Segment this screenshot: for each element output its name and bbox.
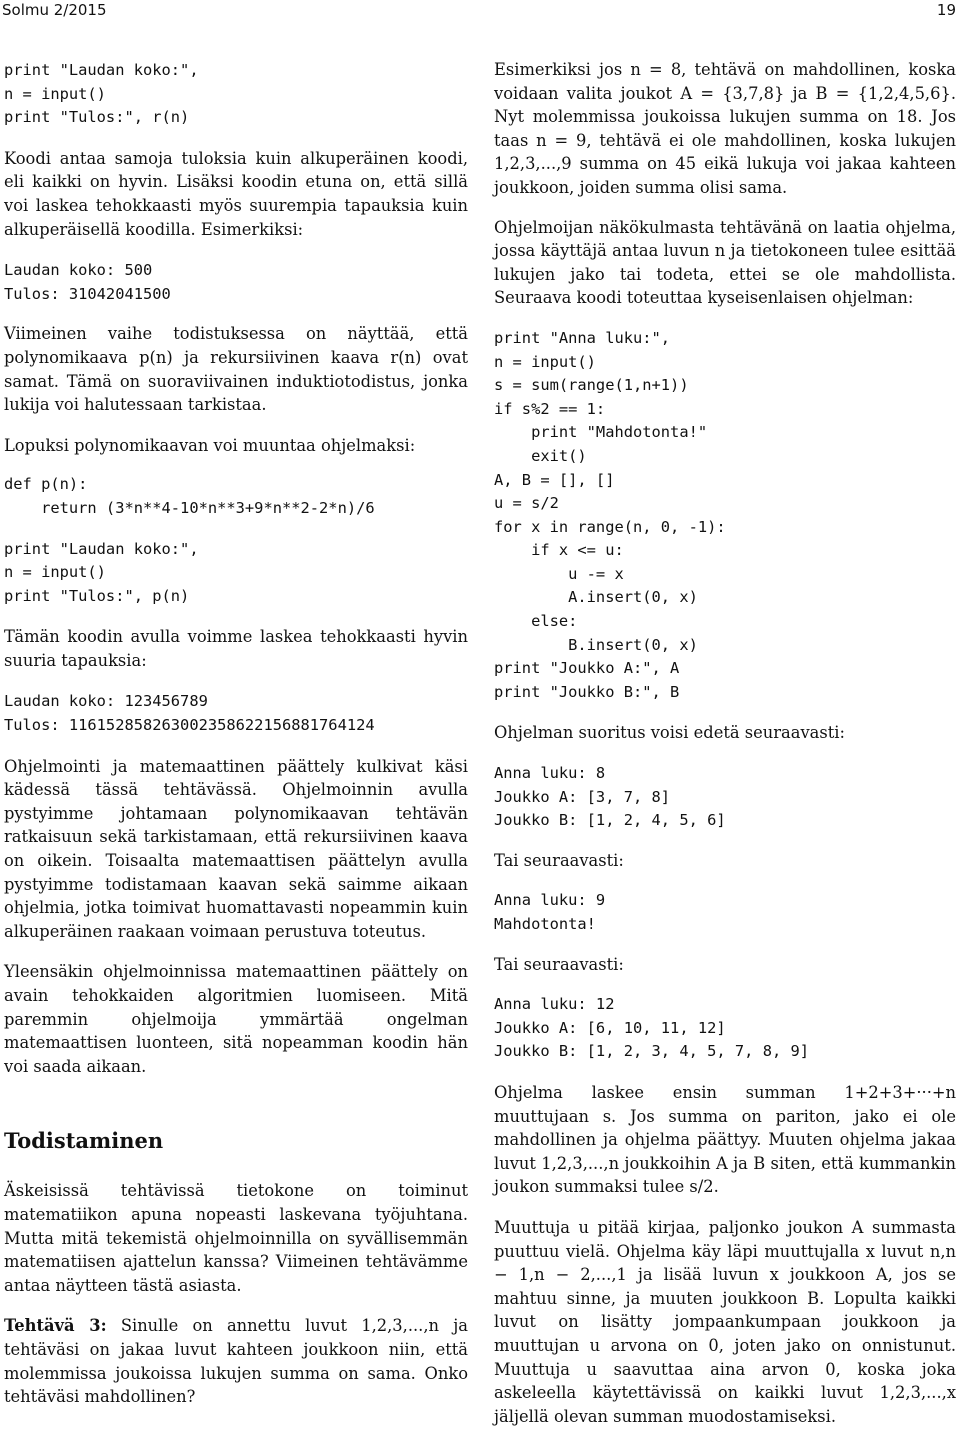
paragraph-intro: Koodi antaa samoja tuloksia kuin alkuperäinen koodi, eli kaikki on hyvin. Lisäksi koodin etuna on, että sillä voi laskea tehokkaasti myös suurempia tapauksia kuin alkuperäisellä koodilla. Esimerkiksi: <box>4 148 468 239</box>
output-block-9: Anna luku: 9 Mahdotonta! <box>494 891 606 933</box>
paragraph-program-goal: Ohjelmoijan näkökulmasta tehtävänä on laatia ohjelma, jossa käyttäjä antaa luvun n ja tietokoneen tulee esittää lukujen jako tai todeta, ettei se ole mahdollista. Seuraava koodi toteuttaa kyseisenlaisen ohjelman: <box>494 217 956 308</box>
left-column <box>4 58 468 1409</box>
journal-issue: Solmu 2/2015 <box>2 1 107 19</box>
output-block-12: Anna luku: 12 Joukko A: [6, 10, 11, 12] Joukko B: [1, 2, 3, 4, 5, 7, 8, 9] <box>494 995 810 1061</box>
paragraph-explanation-sum: Ohjelma laskee ensin summan 1+2+3+···+n muuttujaan s. Jos summa on pariton, jako ei ole mahdollinen ja ohjelma päättyy. Muuten ohjelma jakaa luvut 1,2,3,...,n joukkoihin A ja B siten, että kummankin joukon summaksi tulee s/2. <box>494 1082 956 1197</box>
paragraph-example: Esimerkiksi jos n = 8, tehtävä on mahdollinen, koska voidaan valita joukot A = {3,7,8} ja B = {1,2,4,5,6}. Nyt molemmissa joukoissa lukujen summa on 18. Jos taas n = 9, tehtävä ei ole mahdollinen, koska lukujen 1,2,3,...,9 summa on 45 eikä lukuja voi jakaa kahteen joukkoon, joiden summa olisi sama. <box>494 60 956 197</box>
code-block-partition: print "Anna luku:", n = input() s = sum(range(1,n+1)) if s%2 == 1: print "Mahdotonta!" exit() A, B = [], [] u = s/2 for x in range(n, 0, -1): if x <= u: u -= x A.insert(0, x) else: B.insert(0, x) print "Joukko A:", A print "Joukko B:", B <box>494 328 726 701</box>
paragraph-proof: Viimeinen vaihe todistuksessa on näyttää, että polynomikaava p(n) ja rekursiivinen kaava r(n) ovat samat. Tämä on suoraviivainen induktiotodistus, jonka lukija voi halutessaan tarkistaa. <box>4 324 468 415</box>
paragraph-or-2: Tai seuraavasti: <box>494 954 624 974</box>
output-block-500: Laudan koko: 500 Tulos: 31042041500 <box>4 261 171 303</box>
page-header <box>0 0 960 20</box>
paragraph-polynomial: Lopuksi polynomikaavan voi muuntaa ohjelmaksi: <box>4 435 416 455</box>
task-text: Sinulle on annettu luvut 1,2,3,...,n ja tehtäväsi on jakaa luvut kahteen joukkoon niin, että molemmissa joukoissa lukujen summa on sama. Onko tehtäväsi mahdollinen? <box>4 1316 468 1407</box>
task-label: Tehtävä 3: <box>4 1316 107 1336</box>
paragraph-or-1: Tai seuraavasti: <box>494 850 624 870</box>
paragraph-execution: Ohjelman suoritus voisi edetä seuraavasti: <box>494 723 845 743</box>
paragraph-explanation-u: Muuttuja u pitää kirjaa, paljonko joukon A summasta puuttuu vielä. Ohjelma käy läpi muuttujalla x luvut n,n − 1,n − 2,...,1 ja lisää luvun x joukkoon A, jos se mahtuu sinne, ja muuten joukkoon B. Lopulta kaikki luvut on lisätty jompaankumpaan joukkoon ja muuttujan u arvona on 0, joten jako on onnistunut. Muuttuja u saavuttaa aina arvon 0, koska joka askeleella käytettävissä on kaikki luvut 1,2,3,...,x jäljellä olevan summan muodostamiseksi. <box>494 1217 956 1426</box>
paragraph-algorithms: Yleensäkin ohjelmoinnissa matemaattinen päättely on avain tehokkaiden algoritmien luomiseen. Mitä paremmin ohjelmoija ymmärtää ongelman matemaattisen luonteen, sitä nopeamman koodin hän voi saada aikaan. <box>4 962 468 1076</box>
task-paragraph <box>4 1314 468 1408</box>
code-block-p: print "Laudan koko:", n = input() print "Tulos:", p(n) <box>4 539 199 605</box>
paragraph-section-intro: Äskeisissä tehtävissä tietokone on toiminut matematiikon apuna nopeasti laskevana työjuhtana. Mutta mitä tekemistä ohjelmoinnilla on syvällisemmän matematiisen ajattelun kanssa? Viimeinen tehtävämme antaa näytteen tästä asiasta. <box>4 1181 468 1295</box>
paragraph-large-cases: Tämän koodin avulla voimme laskea tehokkaasti hyvin suuria tapauksia: <box>4 627 468 670</box>
page-number: 19 <box>936 1 956 19</box>
section-heading: Todistaminen <box>4 1128 164 1154</box>
output-block-8: Anna luku: 8 Joukko A: [3, 7, 8] Joukko B: [1, 2, 4, 5, 6] <box>494 764 726 830</box>
code-block-r: print "Laudan koko:", n = input() print "Tulos:", r(n) <box>4 61 199 127</box>
right-column <box>494 58 956 1428</box>
output-block-large: Laudan koko: 123456789 Tulos: 116152858263002358622156881764124 <box>4 692 375 735</box>
code-block-def: def p(n): return (3*n**4-10*n**3+9*n**2-2*n)/6 <box>4 475 375 517</box>
paragraph-reasoning: Ohjelmointi ja matemaattinen päättely kulkivat käsi kädessä tässä tehtävässä. Ohjelmoinnin avulla pystyimme johtamaan polynomikaavan tehtävän ratkaisuun sekä tarkistamaan, että rekursiivinen kaava on oikein. Toisaalta matemaattisen päättelyn avulla pystyimme todistamaan kaavan sekä saimme aikaan ohjelmia, jotka toimivat huomattavasti nopeammin kuin alkuperäinen raakaan voimaan perustuva toteutus. <box>4 756 468 941</box>
